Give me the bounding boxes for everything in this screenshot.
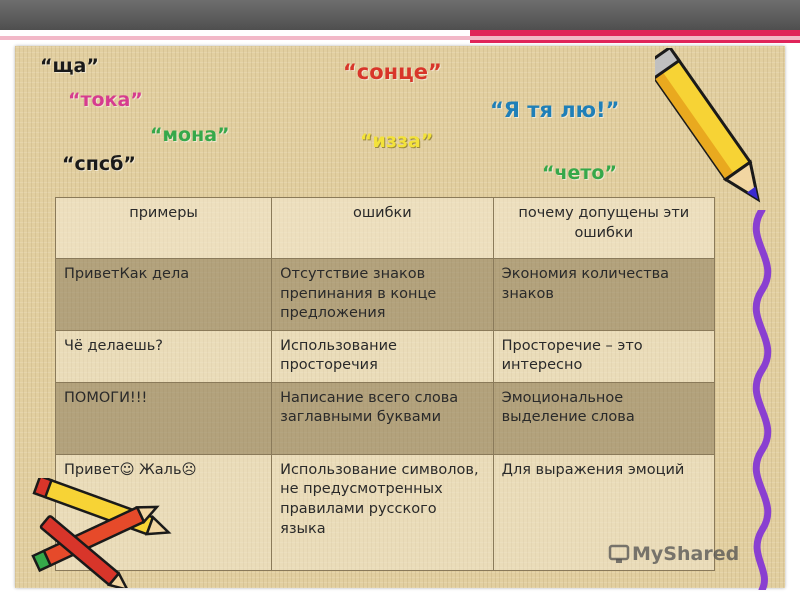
watermark: MyShared: [632, 543, 740, 565]
crayons-icon: [14, 478, 174, 588]
word-izza: “изза”: [360, 130, 434, 152]
table-cell: Чё делаешь?: [56, 330, 272, 382]
table-row: [56, 259, 715, 331]
table-header-row: [56, 198, 715, 259]
table-cell: Эмоциональное выделение слова: [493, 382, 714, 454]
word-toka: “тока”: [68, 89, 143, 111]
table-row: [56, 382, 715, 454]
squiggle-decoration: [732, 210, 792, 590]
table-cell: Написание всего слова заглавными буквами: [272, 382, 494, 454]
table-cell: Использование символов, не предусмотренных правилами русского языка: [272, 454, 494, 570]
myshared-logo-icon: [608, 543, 630, 565]
word-ya-tya-lyu: “Я тя лю!”: [490, 98, 620, 122]
top-bar: [0, 0, 800, 30]
table-cell: ПриветКак дела: [56, 259, 272, 331]
table-cell: Для выражения эмоций: [493, 454, 714, 570]
table-row: [56, 330, 715, 382]
header-reasons: почему допущены эти ошибки: [493, 198, 714, 259]
pencil-icon: [655, 48, 775, 228]
table-cell: Отсутствие знаков препинания в конце предложения: [272, 259, 494, 331]
table-cell: Экономия количества знаков: [493, 259, 714, 331]
accent-stripe-lower: [470, 40, 800, 43]
word-spsb: “спсб”: [62, 153, 136, 175]
word-cheto: “чето”: [542, 162, 617, 184]
word-mona: “мона”: [150, 124, 230, 146]
table-cell: Просторечие – это интересно: [493, 330, 714, 382]
header-examples: примеры: [56, 198, 272, 259]
table-cell: ПОМОГИ!!!: [56, 382, 272, 454]
word-shcha: “ща”: [40, 55, 99, 77]
word-sontse: “сонце”: [343, 60, 442, 84]
header-errors: ошибки: [272, 198, 494, 259]
table-cell: Привет☺ Жаль☹: [56, 454, 272, 570]
table-cell: Использование просторечия: [272, 330, 494, 382]
